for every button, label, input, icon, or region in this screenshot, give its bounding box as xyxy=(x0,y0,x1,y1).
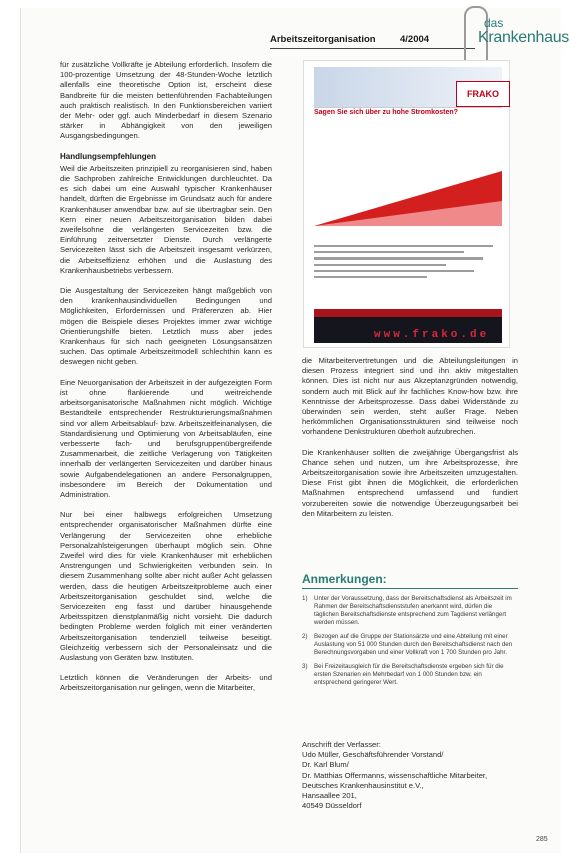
footnote-text: Bezogen auf die Gruppe der Stationsärzte und eine Abteilung mit einer Auslastung von 51 000 Stunden durch den Bereitschaftsdienst nach den Berechnungsvorgaben und einer Vollkraft von 1 700 Stunden pro Jahr. xyxy=(314,633,513,656)
address-line: Dr. Matthias Offermanns, wissenschaftliche Mitarbeiter, xyxy=(302,770,488,780)
footnote-number: 2) xyxy=(302,633,308,640)
footnote-number: 1) xyxy=(302,595,308,602)
issue-number: 4/2004 xyxy=(400,34,430,45)
frako-advertisement xyxy=(303,60,510,348)
paragraph: Weil die Arbeitszeiten prinzipiell zu reorganisieren sind, haben die Sachproben zahlreiche Entwicklungen durchleuchtet. Da es sich dabei um eine Auswahl typischer Krankenhäuser handelt, dürften die Ergebnisse im Grundsatz auch für andere Krankenhäuser anwendbar bzw. auf sie übertragbar sein. Den Kern einer neuen Arbeitszeitorganisation bilden dabei zweifelsohne die verlängerten Servicezeiten bzw. die Einführung zeitversetzter Dienste. Durch verlängerte Servicezeiten lässt sich die Arbeitszeit insgesamt verkürzen, die Arbeitseffizienz erhöhen und die Auslastung des Krankenhausbetriebs verbessern. xyxy=(60,163,272,275)
logo-prefix: das xyxy=(484,16,504,30)
ad-website: www.frako.de xyxy=(374,329,490,341)
address-line: Anschrift der Verfasser: xyxy=(302,740,381,749)
footnote-number: 3) xyxy=(302,663,308,670)
footnote-text: Bei Freizeitausgleich für die Bereitschaftsdienste ergeben sich für die ersten Szenarien ein Mehrbedarf von 1 000 Stunden bzw. ein entsprechend geringerer Wert. xyxy=(314,663,504,686)
paragraph: Letztlich können die Veränderungen der Arbeits- und Arbeitszeitorganisation nur gelingen, wenn die Mitarbeiter, xyxy=(60,673,272,693)
logo-title: Krankenhaus xyxy=(478,29,569,46)
ad-graphic xyxy=(314,161,502,231)
ad-banner xyxy=(314,67,502,108)
address-line: Deutsches Krankenhausinstitut e.V., xyxy=(302,780,424,790)
paragraph: für zusätzliche Vollkräfte je Abteilung erforderlich. Insofern die 100-prozentige Umsetzung der 48-Stunden-Woche letztlich allenfalls eine theoretische Option ist, erscheint diese Bandbreite für die meisten bettenführenden Fachabteilungen auch praktisch realistisch. In den Funktionsbereichen variiert der Mehr- oder ggf. auch Minderbedarf in diesem Szenario stärker in Abhängigkeit von den jeweiligen Ausgangsbedingungen. xyxy=(60,60,272,141)
author-address xyxy=(302,740,518,811)
footnote xyxy=(302,663,518,687)
journal-logo xyxy=(478,14,569,60)
address-line: Dr. Karl Blum/ xyxy=(302,760,349,770)
paragraph: Eine Neuorganisation der Arbeitszeit in der aufgezeigten Form ist ohne flankierende und weitreichende arbeitsorganisatorische Maßnahmen nicht möglich. Wichtige Bestandteile entsprechender Restrukturierungsmaßnahmen sind vor allem Arbeitsablauf- bzw. Arbeitszeitfeinanalysen, die Standardisierung und Optimierung von Arbeitsabläufen, eine verbesserte fach- und berufsgruppenübergreifende Zusammenarbeit, die zeitliche Verlagerung von Tätigkeiten innerhalb der verlängerten Servicezeiten und darüber hinaus sowie Aufgabendelegationen an andere Personalgruppen, insbesondere im Bereich der Dokumentation und Administration. xyxy=(60,377,272,499)
paragraph: die Mitarbeitervertretungen und die Abteilungsleitungen in diesen Prozess integriert sind und ihn aktiv mitgestalten können. Dies ist nicht nur aus Akzeptanzgründen notwendig, sondern auch mit Blick auf ihr fachliches Know-how bzw. ihre Kenntnisse der Arbeitsprozesse. Dass dabei Widerstände zu überwinden sein werden, steht außer Frage. Neben herkömmlichen Organisationsstrukturen sind teilweise noch vorhandene Denkstrukturen überholt aufzubrechen. xyxy=(302,356,518,437)
ad-copy-lines xyxy=(314,241,502,301)
paragraph: Nur bei einer halbwegs erfolgreichen Umsetzung entsprechender organisatorischer Maßnahmen dürfte eine Verlängerung der Servicezeiten ohne erhebliche Personalzahlsteigerungen überhaupt möglich sein. Ohne Zweifel wird dies für viele Krankenhäuser mit erheblichen Anstrengungen und Schwierigkeiten verbunden sein. In diesem Zusammenhang sollte aber nicht außer Acht gelassen werden, dass die heutigen Arbeitszeitprobleme auch einer Arbeitszeitorganisation geschuldet sind, welche die Servicezeiten eng fasst und darüber hinausgehende Arbeitsspitzen dienstplanmäßig nicht vorsieht. Die dadurch bedingten Probleme werden folglich mit einer veränderten Arbeitszeitorganisation tendenziell teilweise beseitigt. Gleichzeitig verbessern sich der Personaleinsatz und die Auslastung von Geräten bzw. Instituten. xyxy=(60,510,272,662)
section-title: Arbeitszeitorganisation xyxy=(270,34,376,45)
header-rule xyxy=(270,48,475,49)
address-line: Udo Müller, Geschäftsführender Vorstand/ xyxy=(302,750,444,760)
ad-slogan: Sagen Sie sich über zu hohe Stromkosten? xyxy=(314,109,458,116)
ad-brand-logo: FRAKO xyxy=(456,81,510,107)
paragraph: Die Krankenhäuser sollten die zweijährige Übergangsfrist als Chance sehen und nutzen, um ihre Arbeitsprozesse, ihre Arbeitszeitorganisation sowie ihre Arbeitszeiten umzugestalten. Diese Frist gibt ihnen die Möglichkeit, die erforderlichen Maßnahmen entsprechend umfassend und fundiert vorzubereiten sowie die notwendige Überzeugungsarbeit bei den Mitarbeitern zu leisten. xyxy=(302,447,518,518)
page-number: 285 xyxy=(536,836,548,843)
paragraph: Die Ausgestaltung der Servicezeiten hängt maßgeblich von den krankenhausindividuellen Bedingungen und Möglichkeiten, Erfordernissen und Präferenzen ab. Hier mögen die Beispiele dieses Projektes immer zwar wichtige Orientierungshilfe bieten. Letztlich muss aber jedes Krankenhaus für sich nach geeigneten Lösungsansätzen suchen. Das optimale Arbeitszeitmodell schlechthin kann es deswegen nicht geben. xyxy=(60,286,272,367)
footnote-text: Unter der Voraussetzung, dass der Bereitschaftsdienst als Arbeitszeit im Rahmen der Bereitschaftsdienststufen anerkannt wird, dürfen die täglichen Bereitschaftsdienste entsprechend zum Tagdienst verlängert werden müssen. xyxy=(314,595,512,626)
footnote xyxy=(302,595,518,627)
footnotes xyxy=(302,572,518,693)
section-heading: Handlungsempfehlungen xyxy=(60,151,156,161)
running-header xyxy=(270,34,470,48)
ad-footer-panel xyxy=(314,309,502,343)
address-line: Hansaallee 201, xyxy=(302,791,357,801)
footnotes-rule xyxy=(302,588,518,589)
right-column xyxy=(302,356,518,529)
ad-footer-bar xyxy=(314,309,502,317)
left-column xyxy=(60,60,272,704)
footnote xyxy=(302,633,518,657)
footnotes-title: Anmerkungen: xyxy=(302,572,387,586)
address-line: 40549 Düsseldorf xyxy=(302,801,362,811)
